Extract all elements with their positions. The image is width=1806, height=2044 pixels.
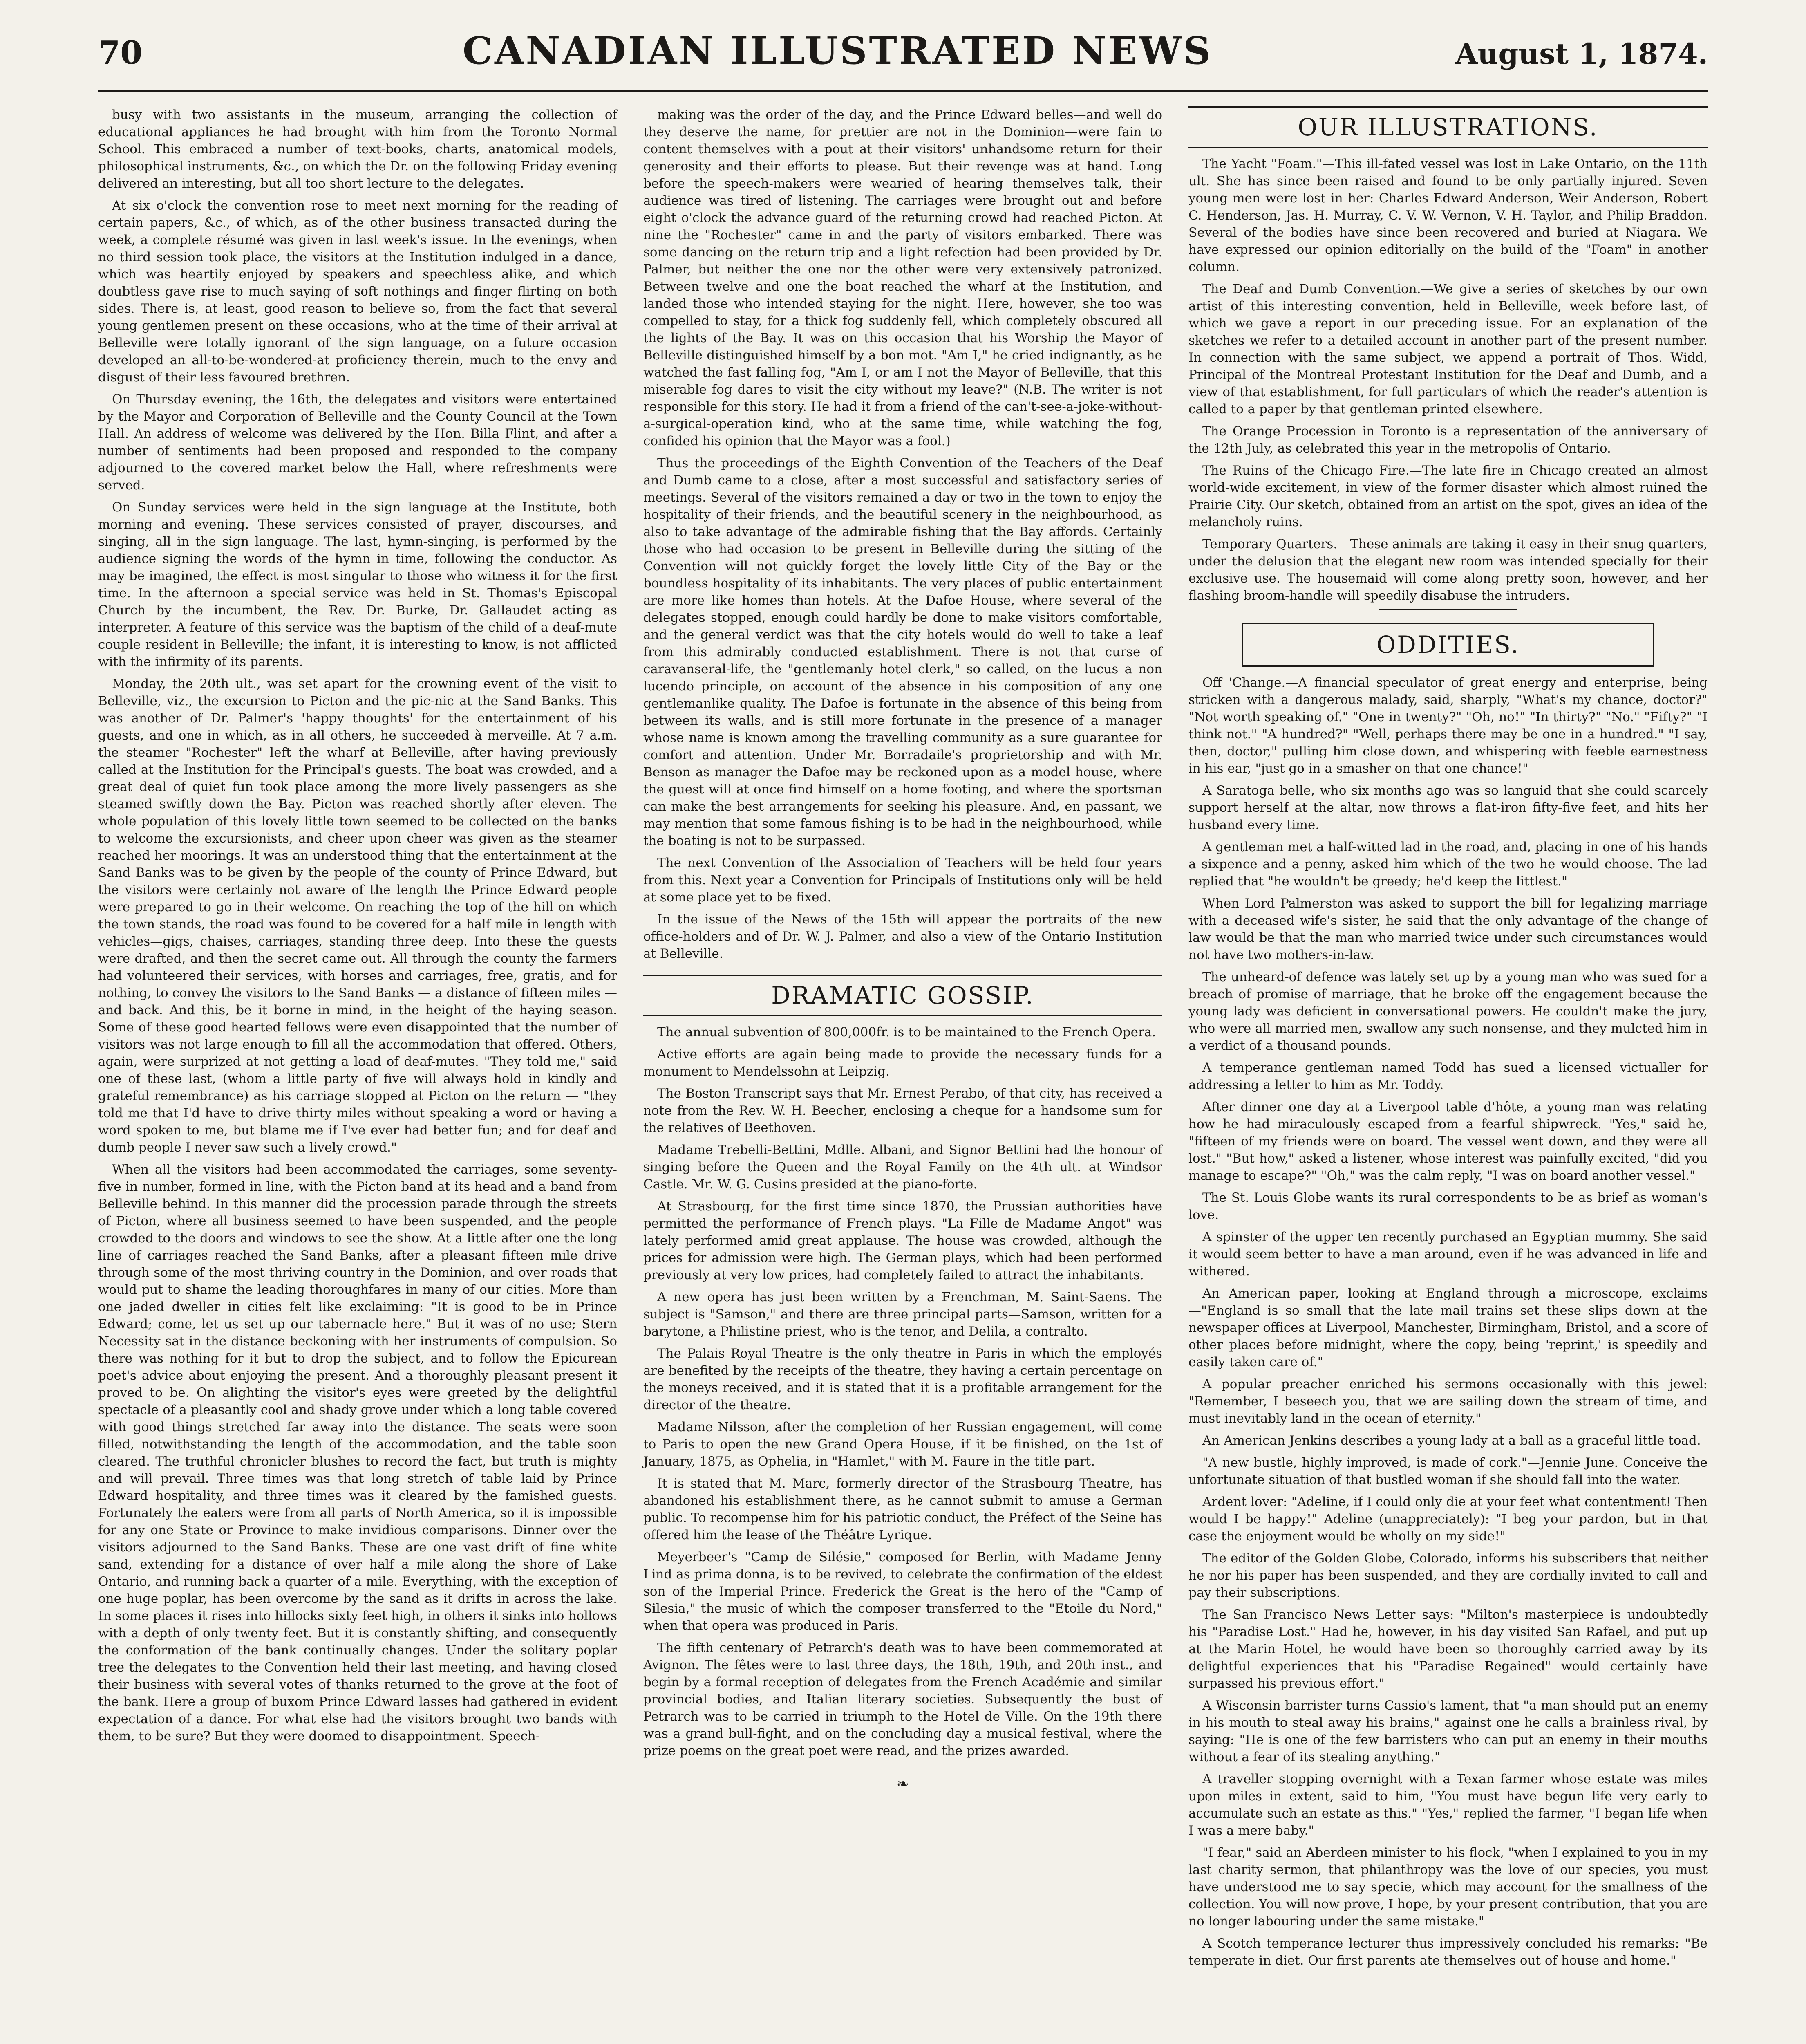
oddity-item: "A new bustle, highly improved, is made of cork."—Jennie June. Conceive the unfortunate situation of that bustled woman if she should fall into the water. <box>1188 1455 1708 1487</box>
column-1 <box>98 106 617 1974</box>
newspaper-title: CANADIAN ILLUSTRATED NEWS <box>462 29 1213 73</box>
issue-date: August 1, 1874. <box>1455 37 1708 71</box>
oddity-item: A Saratoga belle, who six months ago was so languid that she could scarcely support herself at the altar, now throws a flat-iron fifty-five feet, and hits her husband every time. <box>1188 783 1708 832</box>
gossip-item: Meyerbeer's "Camp de Silésie," composed for Berlin, with Madame Jenny Lind as prima donna, is to be revived, to celebrate the confirmation of the eldest son of the Imperial Prince. Frederick the Great is the hero of the "Camp of Silesia," the music of which the composer transferred to the "Etoile du Nord," when that opera was produced in Paris. <box>643 1550 1162 1633</box>
oddity-item: A temperance gentleman named Todd has sued a licensed victualler for addressing a letter to him as Mr. Toddy. <box>1188 1060 1708 1092</box>
column-3 <box>1188 106 1708 1974</box>
oddities-heading: ODDITIES. <box>1242 623 1654 667</box>
oddity-item: An American paper, looking at England through a microscope, exclaims—"England is so small that the late mail trains set these slips down at the newspaper offices at Liverpool, Manchester, Birmingham, Bristol, and a score of other places before midnight, where the copy, being 'reprint,' is speedily and easily taken care of." <box>1188 1286 1708 1369</box>
oddity-item: An American Jenkins describes a young lady at a ball as a graceful little toad. <box>1202 1433 1701 1448</box>
oddity-item: The unheard-of defence was lately set up by a young man who was sued for a breach of promise of marriage, that he broke off the engagement because the young lady was deficient in conversational powers. He couldn't make the jury, who were all married men, swallow any such nonsense, and they mulcted him in a verdict of a thousand pounds. <box>1188 970 1708 1053</box>
illustration-note: Temporary Quarters.—These animals are taking it easy in their snug quarters, under the delusion that the elegant new room was intended specially for their exclusive use. The housemaid will come along pretty soon, however, and her flashing broom-handle will speedily disabuse the intruders. <box>1188 537 1708 603</box>
article-paragraph: The next Convention of the Association of Teachers will be held four years from this. Next year a Convention for Principals of Institutions only will be held at some place yet to be fixed. <box>643 856 1162 905</box>
illustration-note: The Yacht "Foam."—This ill-fated vessel was lost in Lake Ontario, on the 11th ult. She has since been raised and found to be only partially injured. Seven young men were lost in her: Charles Edward Anderson, Weir Anderson, Robert C. Henderson, Jas. H. Murray, C. V. W. Vernon, V. H. Taylor, and Philip Braddon. Several of the bodies have since been recovered and buried at Niagara. We have expressed our opinion editorially on the build of the "Foam" in another column. <box>1188 157 1708 274</box>
illustration-note: The Deaf and Dumb Convention.—We give a series of sketches by our own artist of this interesting convention, held in Belleville, week before last, of which we gave a report in our preceding issue. For an explanation of the sketches we refer to a detailed account in another part of the present number. In connection with the same subject, we append a portrait of Thos. Widd, Principal of the Montreal Protestant Institution for the Deaf and Dumb, and a view of that establishment, for full particulars of which the reader's attention is called to a paper by that gentleman printed elsewhere. <box>1188 282 1708 417</box>
oddity-item: A traveller stopping overnight with a Texan farmer whose estate was miles upon miles in extent, said to him, "You must have begun life very early to accumulate such an estate as this." "Yes," replied the farmer, "I began life when I was a mere baby." <box>1188 1772 1708 1838</box>
oddity-item: The editor of the Golden Globe, Colorado, informs his subscribers that neither he nor his paper has been suspended, and they are cordially invited to call and pay their subscriptions. <box>1188 1551 1708 1600</box>
gossip-item: The Palais Royal Theatre is the only theatre in Paris in which the employés are benefited by the receipts of the theatre, they having a certain percentage on the moneys received, and it is stated that it is a profitable arrangement for the director of the theatre. <box>643 1346 1162 1412</box>
column-2 <box>643 106 1162 1974</box>
gossip-item: Madame Nilsson, after the completion of her Russian engagement, will come to Paris to open the new Grand Opera House, if it be finished, on the 1st of January, 1875, as Ophelia, in "Hamlet," with M. Faure in the title part. <box>643 1420 1162 1469</box>
oddity-item: Ardent lover: "Adeline, if I could only die at your feet what contentment! Then would I be happy!" Adeline (unappreciately): "I beg your pardon, but in that case the enjoyment would be wholly on my side!" <box>1188 1495 1708 1544</box>
illustrations-items <box>1188 155 1708 604</box>
columns <box>98 106 1708 1974</box>
oddity-item: "I fear," said an Aberdeen minister to his flock, "when I explained to you in my last charity sermon, that philanthropy was the love of our species, you must have understood me to say specie, which may account for the smallness of the collection. You will now prove, I hope, by your present contribution, that you are no longer labouring under the same mistake." <box>1188 1845 1708 1929</box>
oddity-item: Off 'Change.—A financial speculator of great energy and enterprise, being stricken with a dangerous malady, said, sharply, "What's my chance, doctor?" "Not worth speaking of." "One in twenty?" "Oh, no!" "In thirty?" "No." "Fifty?" "I think not." "A hundred?" "Well, perhaps there may be one in a hundred." "I say, then, doctor," pulling him close down, and whispering with feeble earnestness in his ear, "just go in a smasher on that one chance!" <box>1188 675 1708 776</box>
oddity-item: When Lord Palmerston was asked to support the bill for legalizing marriage with a deceased wife's sister, he said that the only advantage of the change of law would be that the man who married twice under such circumstances would not have two mothers-in-law. <box>1188 896 1708 962</box>
gossip-item: The Boston Transcript says that Mr. Ernest Perabo, of that city, has received a note from the Rev. W. H. Beecher, enclosing a cheque for a handsome sum for the relatives of Beethoven. <box>643 1086 1162 1135</box>
oddity-item: A gentleman met a half-witted lad in the road, and, placing in one of his hands a sixpence and a penny, asked him which of the two he would choose. The lad replied that "he wouldn't be greedy; he'd keep the littlest." <box>1188 840 1708 889</box>
oddity-item: The San Francisco News Letter says: "Milton's masterpiece is undoubtedly his "Paradise Lost." Had he, however, in his day visited San Rafael, and put up at the Marin Hotel, he would have been so thoroughly carried away by its delightful experiences that his "Paradise Regained" would certainly have surpassed his previous effort." <box>1188 1607 1708 1691</box>
oddities-items <box>1188 674 1708 1969</box>
convention-article-continued <box>643 106 1162 962</box>
ornament-icon: ❧ <box>896 1776 909 1793</box>
page-number: 70 <box>98 34 143 72</box>
gossip-item: The fifth centenary of Petrarch's death was to have been commemorated at Avignon. The fêtes were to last three days, the 18th, 19th, and 20th inst., and begin by a formal reception of delegates from the French Académie and similar provincial bodies, and Italian literary societies. Subsequently the bust of Petrarch was to be carried in triumph to the Hotel de Ville. On the 19th there was a grand bull-fight, and on the concluding day a musical festival, where the prize poems on the great poet were read, and the prizes awarded. <box>643 1641 1162 1758</box>
masthead <box>98 29 1708 92</box>
oddity-item: A spinster of the upper ten recently purchased an Egyptian mummy. She said it would seem better to have a man around, even if he was advanced in life and withered. <box>1188 1230 1708 1279</box>
illustration-note: The Orange Procession in Toronto is a representation of the anniversary of the 12th July, as celebrated this year in the metropolis of Ontario. <box>1188 424 1708 456</box>
article-paragraph: When all the visitors had been accommodated the carriages, some seventy-five in number, formed in line, with the Picton band at its head and a band from Belleville behind. In this manner did the procession parade through the streets of Picton, where all business seemed to have been suspended, and the people crowded to the doors and windows to see the show. At a little after one the long line of carriages reached the Sand Banks, after a pleasant fifteen mile drive through some of the most thriving country in the Dominion, and over roads that would put to shame the leading thoroughfares in many of our cities. More than one jaded dweller in cities felt like exclaiming: "It is good to be in Prince Edward; come, let us set up our tabernacle here." But it was of no use; Stern Necessity sat in the distance beckoning with her instruments of compulsion. So there was nothing for it but to drop the subject, and to follow the Epicurean poet's advice about enjoying the present. And a thoroughly pleasant present it proved to be. On alighting the visitor's eyes were greeted by the delightful spectacle of a pleasantly cool and shady grove under which a long table covered with good things stretched far away into the distance. The seats were soon filled, notwithstanding the length of the accommodation, and the table soon cleared. The truthful chronicler blushes to record the fact, but truth is mighty and will prevail. Three times was that long stretch of table laid by Prince Edward hospitality, and three times was it cleared by the famished guests. Fortunately the eaters were from all parts of North America, so it is impossible for any one State or Province to make invidious comparisons. Dinner over the visitors adjourned to the Sand Banks. These are one vast drift of fine white sand, extending for a distance of over half a mile along the shore of Lake Ontario, and running back a quarter of a mile. Everything, with the exception of one huge poplar, has been overcome by the sand as it drifts in across the lake. In some places it rises into hillocks sixty feet high, in others it sinks into hollows with a depth of only twenty feet. But it is constantly shifting, and consequently the conformation of the bank continually changes. Under the solitary poplar tree the delegates to the Convention held their last meeting, and having closed their business with several votes of thanks returned to the grove at the foot of the bank. Here a group of buxom Prince Edward lasses had gathered in evident expectation of a dance. For what else had the visitors brought two bands with them, to be sure? But they were doomed to disappointment. Speech- <box>98 1162 617 1744</box>
oddity-item: A Scotch temperance lecturer thus impressively concluded his remarks: "Be temperate in diet. Our first parents ate themselves out of house and home." <box>1188 1936 1708 1968</box>
article-paragraph: making was the order of the day, and the Prince Edward belles—and well do they deserve the name, for prettier are not in the Dominion—were fain to content themselves with a pout at their visitors' unhandsome return for their generosity and their efforts to please. But their revenge was at hand. Long before the speech-makers were wearied of hearing themselves talk, their audience was tired of listening. The carriages were brought out and before eight o'clock the advance guard of the returning crowd had reached Picton. At nine the "Rochester" came in and the party of visitors embarked. There was some dancing on the return trip and a light refection had been provided by Dr. Palmer, but neither the one nor the other were very extensively patronized. Between twelve and one the boat reached the wharf at the Institution, and landed those who intended staying for the night. Here, however, she too was compelled to stay, for a thick fog suddenly fell, which completely obscured all the lights of the Bay. It was on this occasion that his Worship the Mayor of Belleville distinguished himself by a bon mot. "Am I," he cried indignantly, as he watched the fast falling fog, "Am I, or am I not the Mayor of Belleville, that this miserable fog dares to visit the city without my leave?" (N.B. The writer is not responsible for this story. He had it from a friend of the can't-see-a-joke-without-a-surgical-operation kind, who at the same time, while watching the fog, confided his opinion that the Mayor was a fool.) <box>643 108 1162 448</box>
oddity-item: A Wisconsin barrister turns Cassio's lament, that "a man should put an enemy in his mouth to steal away his brains," against one he calls a brainless rival, by saying: "He is one of the few barristers who can put an enemy in their mouths without a fear of its stealing anything." <box>1188 1698 1708 1764</box>
gossip-item: The annual subvention of 800,000fr. is to be maintained to the French Opera. <box>657 1025 1156 1040</box>
illustration-note: The Ruins of the Chicago Fire.—The late fire in Chicago created an almost world-wide excitement, in view of the former disaster which almost ruined the Prairie City. Our sketch, obtained from an artist on the spot, gives an idea of the melancholy ruins. <box>1188 463 1708 529</box>
dramatic-gossip-heading: DRAMATIC GOSSIP. <box>643 975 1162 1016</box>
article-paragraph: In the issue of the News of the 15th will appear the portraits of the new office-holders and of Dr. W. J. Palmer, and also a view of the Ontario Institution at Belleville. <box>643 912 1162 961</box>
gossip-item: A new opera has just been written by a Frenchman, M. Saint-Saens. The subject is "Samson," and there are three principal parts—Samson, written for a barytone, a Philistine priest, who is the tenor, and Delila, a contralto. <box>643 1290 1162 1339</box>
gossip-item: Active efforts are again being made to provide the necessary funds for a monument to Mendelssohn at Leipzig. <box>643 1047 1162 1079</box>
divider <box>1379 609 1517 610</box>
article-paragraph: At six o'clock the convention rose to meet next morning for the reading of certain papers, &c., of which, as of the other business transacted during the week, a complete résumé was given in last week's issue. In the evenings, when no third session took place, the visitors at the Institution indulged in a dance, which was heartily enjoyed by speakers and speechless alike, and which doubtless gave rise to much saying of soft nothings and finger flirting on both sides. There is, at least, good reason to believe so, from the fact that several young gentlemen present on these occasions, who at the time of their arrival at Belleville were totally ignorant of the sign language, on a future occasion developed an all-to-be-wondered-at proficiency therein, much to the envy and disgust of their less favoured brethren. <box>98 198 617 385</box>
oddity-item: After dinner one day at a Liverpool table d'hôte, a young man was relating how he had miraculously escaped from a fearful shipwreck. "Yes," said he, "fifteen of my friends were on board. The vessel went down, and they were all lost." "But how," asked a listener, whose interest was painfully excited, "did you manage to escape?" "Oh," was the calm reply, "I was on board another vessel." <box>1188 1100 1708 1183</box>
article-paragraph: Thus the proceedings of the Eighth Convention of the Teachers of the Deaf and Dumb came to a close, after a most successful and satisfactory series of meetings. Several of the visitors remained a day or two in the town to enjoy the hospitality of their friends, and the beautiful scenery in the neighbourhood, as also to take advantage of the admirable fishing that the Bay affords. Certainly those who had occasion to be present in Belleville during the sitting of the Convention will not quickly forget the lovely little City of the Bay or the boundless hospitality of its inhabitants. The very places of public entertainment are more like homes than hotels. At the Dafoe House, where several of the delegates stopped, enough could hardly be done to make visitors comfortable, and the general verdict was that the city hotels would do well to take a leaf from this admirably conducted establishment. There is not that curse of caravanseral-life, the "gentlemanly hotel clerk," so called, on the lucus a non lucendo principle, on account of the absence in his composition of any one gentlemanlike quality. The Dafoe is fortunate in the absence of this being from between its walls, and is still more fortunate in the presence of a manager whose name is known among the travelling community as a sure guarantee for comfort and attention. Under Mr. Borradaile's proprietorship and with Mr. Benson as manager the Dafoe may be reckoned upon as a model house, where the guest will at once find himself on a home footing, and where the sportsman can make the best arrangements for seeking his pleasure. And, en passant, we may mention that some famous fishing is to be had in the neighbourhood, while the boating is not to be surpassed. <box>643 456 1162 848</box>
gossip-item: Madame Trebelli-Bettini, Mdlle. Albani, and Signor Bettini had the honour of singing before the Queen and the Royal Family on the 4th ult. at Windsor Castle. Mr. W. G. Cusins presided at the piano-forte. <box>643 1143 1162 1192</box>
oddity-item: The St. Louis Globe wants its rural correspondents to be as brief as woman's love. <box>1188 1190 1708 1222</box>
dramatic-gossip-items <box>643 1024 1162 1759</box>
gossip-item: It is stated that M. Marc, formerly director of the Strasbourg Theatre, has abandoned his establishment there, as he cannot submit to amuse a German public. To recompense him for his patriotic conduct, the Préfect of the Seine has offered him the lease of the Théâtre Lyrique. <box>643 1476 1162 1542</box>
article-paragraph: On Thursday evening, the 16th, the delegates and visitors were entertained by the Mayor and Corporation of Belleville and the County Council at the Town Hall. An address of welcome was delivered by the Hon. Billa Flint, and after a number of sentiments had been proposed and responded to the company adjourned to the covered market below the Hall, where refreshments were served. <box>98 392 617 493</box>
our-illustrations-heading: OUR ILLUSTRATIONS. <box>1188 106 1708 148</box>
gossip-item: At Strasbourg, for the first time since 1870, the Prussian authorities have permitted the performance of French plays. "La Fille de Madame Angot" was lately performed amid great applause. The house was crowded, although the prices for admission were high. The German plays, which had been performed previously at very low prices, had completely failed to attract the inhabitants. <box>643 1199 1162 1282</box>
article-paragraph: Monday, the 20th ult., was set apart for the crowning event of the visit to Belleville, viz., the excursion to Picton and the pic-nic at the Sand Banks. This was another of Dr. Palmer's 'happy thoughts' for the entertainment of his guests, and one in which, as in all others, he succeeded à merveille. At 7 a.m. the steamer "Rochester" left the wharf at Belleville, after having previously called at the Institution for the Principal's guests. The boat was crowded, and a great deal of quiet fun took place among the more lively passengers as she steamed swiftly down the Bay. Picton was reached shortly after eleven. The whole population of this lovely little town seemed to be collected on the banks to welcome the excursionists, and cheer upon cheer was given as the steamer reached her moorings. It was an understood thing that the entertainment at the Sand Banks was to be given by the people of the county of Prince Edward, but the visitors were certainly not aware of the length the Prince Edward people were prepared to go in their welcome. On reaching the top of the hill on which the town stands, the road was found to be covered for a half mile in length with vehicles—gigs, chaises, carriages, standing three deep. Into these the guests were drafted, and then the secret came out. All through the county the farmers had volunteered their services, with horses and carriages, free, gratis, and for nothing, to convey the visitors to the Sand Banks — a distance of fifteen miles — and back. And this, be it borne in mind, in the height of the haying season. Some of these good hearted fellows were even disappointed that the number of visitors was not large enough to fill all the accommodation that offered. Others, again, were surprized at not getting a load of deaf-mutes. "They told me," said one of these last, (whom a little party of five will always hold in kindly and grateful remembrance) as his carriage stopped at Picton on the return — "they told me that I'd have to drive thirty miles without speaking a word or having a word spoken to me, but blame me if I've ever had better fun; and for deaf and dumb people I never saw such a lively crowd." <box>98 677 617 1155</box>
article-paragraph: On Sunday services were held in the sign language at the Institute, both morning and evening. These services consisted of prayer, discourses, and singing, all in the sign language. The last, hymn-singing, is performed by the audience signing the words of the hymn in time, following the conductor. As may be imagined, the effect is most singular to those who witness it for the first time. In the afternoon a special service was held in St. Thomas's Episcopal Church by the incumbent, the Rev. Dr. Burke, Dr. Gallaudet acting as interpreter. A feature of this service was the baptism of the child of a deaf-mute couple resident in Belleville; the infant, it is interesting to know, is not afflicted with the infirmity of its parents. <box>98 500 617 669</box>
oddity-item: A popular preacher enriched his sermons occasionally with this jewel: "Remember, I beseech you, that we are sailing down the stream of time, and must inevitably land in the ocean of eternity." <box>1188 1377 1708 1426</box>
article-paragraph: busy with two assistants in the museum, arranging the collection of educational appliances he had brought with him from the Toronto Normal School. This embraced a number of text-books, charts, anatomical models, philosophical instruments, &c., on which the Dr. on the following Friday evening delivered an interesting, but all too short lecture to the delegates. <box>98 108 617 191</box>
